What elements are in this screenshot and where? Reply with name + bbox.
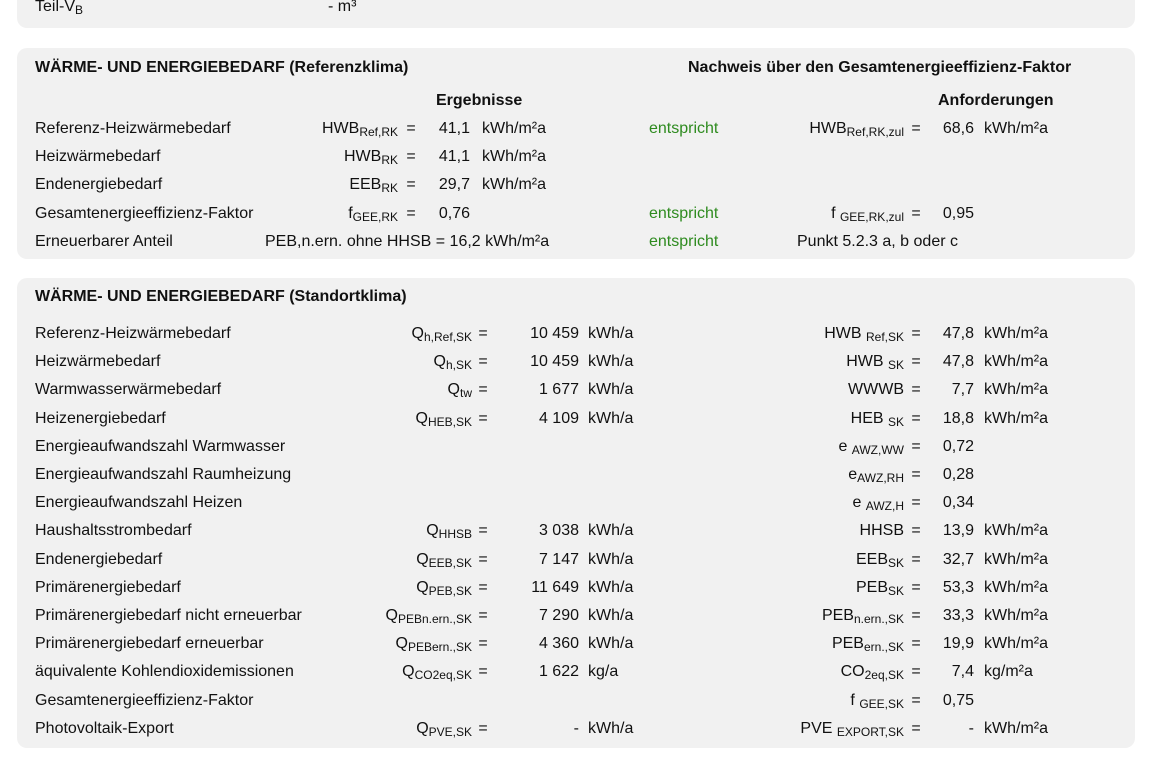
- std-q-symbol: $Q_{CO2eq,SK}$: [402, 663, 472, 683]
- ref-unit: kWh/m²a: [482, 120, 546, 137]
- std-q-unit: kWh/a: [588, 409, 634, 427]
- referenz-title: WÄRME- UND ENERGIEBEDARF (Referenzklima): [35, 59, 409, 76]
- ref-equals: =: [406, 120, 416, 137]
- teil-vb-label: Teil-$V_B$: [35, 0, 84, 17]
- std-r-value: 13,9: [942, 522, 974, 540]
- std-r-symbol: WWWB: [848, 381, 904, 399]
- ref-req-symbol: $HWB_{Ref,RK,zul}$: [809, 120, 904, 139]
- std-q-unit: kWh/a: [588, 635, 634, 653]
- ref-equals: =: [406, 148, 416, 165]
- std-q-unit: kWh/a: [588, 578, 634, 596]
- std-r-unit: kWh/m²a: [984, 353, 1048, 371]
- ref-symbol: $HWB_{Ref,RK}$: [321, 120, 398, 139]
- std-q-equals: =: [478, 635, 488, 653]
- std-q-value: 3 038: [538, 522, 579, 540]
- std-row-label: äquivalente Kohlendioxidemissionen: [35, 663, 294, 681]
- ref-symbol: $f_{GEE,RK}$: [348, 205, 398, 224]
- std-r-symbol: PVE $_{EXPORT,SK}$: [800, 719, 904, 739]
- std-r-symbol: $PEB_{ern.,SK}$: [831, 635, 904, 655]
- ref-equals: =: [406, 176, 416, 193]
- ref-req-unit: kWh/m²a: [984, 120, 1048, 137]
- std-row-label: Energieaufwandszahl Warmwasser: [35, 437, 286, 455]
- std-q-symbol: $Q_{HEB,SK}$: [415, 409, 472, 429]
- std-r-unit: kWh/m²a: [984, 578, 1048, 596]
- std-r-value: 33,3: [942, 607, 974, 624]
- std-q-unit: kWh/a: [588, 353, 634, 371]
- std-r-equals: =: [911, 325, 921, 342]
- ref-status: entspricht: [649, 233, 719, 250]
- std-r-symbol: f $_{GEE,SK}$: [850, 691, 904, 711]
- std-q-equals: =: [478, 381, 488, 399]
- std-q-symbol: $Q_{HHSB}$: [426, 522, 472, 542]
- std-q-symbol: $Q_{PEBern.,SK}$: [395, 635, 472, 655]
- ref-row-label: Referenz-Heizwärmebedarf: [35, 120, 231, 137]
- ref-equals: =: [406, 205, 416, 222]
- std-r-equals: =: [911, 607, 921, 624]
- std-r-symbol: $e_{AWZ,RH}$: [848, 466, 904, 485]
- std-q-value: 7 290: [538, 607, 579, 624]
- std-r-value: 0,75: [942, 691, 974, 709]
- ref-unit: kWh/m²a: [482, 176, 546, 193]
- std-q-equals: =: [478, 522, 488, 540]
- ref-status: entspricht: [649, 205, 719, 222]
- std-r-symbol: HWB $_{SK}$: [846, 353, 904, 373]
- std-r-unit: kg/m²a: [984, 663, 1033, 681]
- std-r-symbol: $EEB_{SK}$: [855, 550, 904, 570]
- std-r-equals: =: [911, 494, 921, 512]
- ref-req-value: 68,6: [942, 120, 974, 137]
- std-r-unit: kWh/m²a: [984, 381, 1048, 399]
- std-q-symbol: $Q_{h,SK}$: [433, 353, 472, 373]
- std-r-value: 32,7: [942, 550, 974, 568]
- ref-value: 41,1: [438, 120, 470, 137]
- std-r-equals: =: [911, 466, 921, 483]
- std-q-unit: kWh/a: [588, 550, 634, 568]
- std-q-symbol: $Q_{h,Ref,SK}$: [411, 325, 472, 344]
- ref-symbol: $HWB_{RK}$: [344, 148, 398, 167]
- std-q-value: 4 360: [538, 635, 579, 653]
- std-r-unit: kWh/m²a: [984, 522, 1048, 540]
- std-row-label: Warmwasserwärmebedarf: [35, 381, 222, 399]
- std-q-symbol: $Q_{EEB,SK}$: [416, 550, 472, 570]
- ref-row-label: Gesamtenergieeffizienz-Faktor: [35, 205, 254, 222]
- std-q-equals: =: [478, 353, 488, 371]
- ref-req-equals: =: [911, 120, 921, 137]
- ref-value: 0,76: [438, 205, 470, 222]
- std-q-unit: kg/a: [588, 663, 619, 681]
- std-q-unit: kWh/a: [588, 381, 634, 399]
- std-r-value: -: [968, 719, 974, 737]
- referenzklima-panel: [17, 48, 1135, 259]
- std-r-value: 7,7: [951, 381, 974, 399]
- std-r-equals: =: [911, 522, 921, 540]
- std-r-symbol: HHSB: [859, 522, 904, 540]
- ref-value: 29,7: [438, 176, 470, 193]
- std-q-unit: kWh/a: [588, 607, 634, 624]
- std-r-value: 0,34: [942, 494, 974, 512]
- std-r-symbol: $PEB_{SK}$: [855, 578, 904, 598]
- std-q-unit: kWh/a: [588, 522, 634, 540]
- std-q-equals: =: [478, 325, 488, 342]
- std-q-value: 1 677: [538, 381, 579, 399]
- col-anforderungen: Anforderungen: [938, 92, 1054, 109]
- std-r-value: 47,8: [942, 325, 974, 342]
- std-r-value: 0,28: [942, 466, 974, 483]
- std-r-equals: =: [911, 691, 921, 709]
- ref-formula: PEB,n.ern. ohne HHSB = 16,2 kWh/m²a: [265, 233, 550, 250]
- std-r-value: 53,3: [942, 578, 974, 596]
- ref-req-value: 0,95: [942, 205, 974, 222]
- std-row-label: Primärenergiebedarf nicht erneuerbar: [35, 607, 302, 624]
- ref-row-label: Erneuerbarer Anteil: [35, 233, 173, 250]
- std-row-label: Heizenergiebedarf: [35, 409, 166, 427]
- std-row-label: Energieaufwandszahl Raumheizung: [35, 466, 292, 483]
- std-r-equals: =: [911, 635, 921, 653]
- std-r-value: 0,72: [942, 437, 974, 455]
- std-r-value: 7,4: [951, 663, 974, 681]
- col-ergebnisse: Ergebnisse: [436, 92, 523, 109]
- std-r-value: 18,8: [942, 409, 974, 427]
- std-q-unit: kWh/a: [588, 325, 634, 342]
- ref-req-text: Punkt 5.2.3 a, b oder c: [797, 233, 958, 250]
- std-row-label: Gesamtenergieeffizienz-Faktor: [35, 691, 254, 709]
- std-r-symbol: e $_{AWZ,WW}$: [838, 437, 904, 457]
- std-r-unit: kWh/m²a: [984, 409, 1048, 427]
- ref-row-label: Endenergiebedarf: [35, 176, 163, 193]
- std-q-symbol: $Q_{PEBn.ern.,SK}$: [385, 607, 472, 626]
- std-r-equals: =: [911, 381, 921, 399]
- ref-req-equals: =: [911, 205, 921, 222]
- std-r-value: 19,9: [942, 635, 974, 653]
- ref-value: 41,1: [438, 148, 470, 165]
- std-r-equals: =: [911, 353, 921, 371]
- std-r-equals: =: [911, 550, 921, 568]
- std-r-symbol: e $_{AWZ,H}$: [852, 494, 904, 514]
- std-q-equals: =: [478, 578, 488, 596]
- std-r-symbol: $CO_{2eq,SK}$: [840, 663, 904, 683]
- standort-title: WÄRME- UND ENERGIEBEDARF (Standortklima): [35, 288, 407, 305]
- std-q-value: 10 459: [530, 325, 579, 342]
- std-q-equals: =: [478, 409, 488, 427]
- std-q-symbol: $Q_{tw}$: [447, 381, 472, 401]
- std-row-label: Photovoltaik-Export: [35, 719, 174, 737]
- top-panel: [17, 0, 1135, 28]
- std-r-equals: =: [911, 663, 921, 681]
- ref-req-symbol: f $_{GEE,RK,zul}$: [831, 205, 904, 224]
- std-row-label: Haushaltsstrombedarf: [35, 522, 192, 540]
- std-q-value: 4 109: [538, 409, 579, 427]
- std-r-equals: =: [911, 409, 921, 427]
- ref-status: entspricht: [649, 120, 719, 137]
- std-r-equals: =: [911, 719, 921, 737]
- teil-vb-value: - m³: [328, 0, 357, 15]
- std-q-value: 1 622: [538, 663, 579, 681]
- std-q-symbol: $Q_{PEB,SK}$: [416, 578, 472, 598]
- std-q-value: -: [573, 719, 579, 737]
- std-r-value: 47,8: [942, 353, 974, 371]
- std-row-label: Primärenergiebedarf erneuerbar: [35, 635, 264, 653]
- std-r-symbol: HWB $_{Ref,SK}$: [824, 325, 904, 344]
- std-r-unit: kWh/m²a: [984, 607, 1048, 624]
- std-r-unit: kWh/m²a: [984, 325, 1048, 342]
- ref-row-label: Heizwärmebedarf: [35, 148, 161, 165]
- std-r-unit: kWh/m²a: [984, 719, 1048, 737]
- ref-unit: kWh/m²a: [482, 148, 546, 165]
- std-r-unit: kWh/m²a: [984, 635, 1048, 653]
- std-q-unit: kWh/a: [588, 719, 634, 737]
- std-q-equals: =: [478, 663, 488, 681]
- std-q-symbol: $Q_{PVE,SK}$: [416, 719, 472, 739]
- std-q-value: 10 459: [530, 353, 579, 371]
- std-q-value: 7 147: [538, 550, 579, 568]
- std-q-value: 11 649: [531, 578, 579, 596]
- std-r-symbol: $PEB_{n.ern.,SK}$: [821, 607, 904, 626]
- std-q-equals: =: [478, 607, 488, 624]
- std-row-label: Energieaufwandszahl Heizen: [35, 494, 243, 512]
- std-row-label: Endenergiebedarf: [35, 550, 163, 568]
- std-row-label: Heizwärmebedarf: [35, 353, 161, 371]
- std-row-label: Primärenergiebedarf: [35, 578, 181, 596]
- referenz-title-right: Nachweis über den Gesamtenergieeffizienz-Faktor: [688, 59, 1072, 76]
- std-row-label: Referenz-Heizwärmebedarf: [35, 325, 231, 342]
- std-q-equals: =: [478, 550, 488, 568]
- std-r-equals: =: [911, 578, 921, 596]
- std-r-unit: kWh/m²a: [984, 550, 1048, 568]
- std-r-symbol: HEB $_{SK}$: [850, 409, 904, 429]
- ref-symbol: $EEB_{RK}$: [349, 176, 398, 195]
- std-r-equals: =: [911, 437, 921, 455]
- std-q-equals: =: [478, 719, 488, 737]
